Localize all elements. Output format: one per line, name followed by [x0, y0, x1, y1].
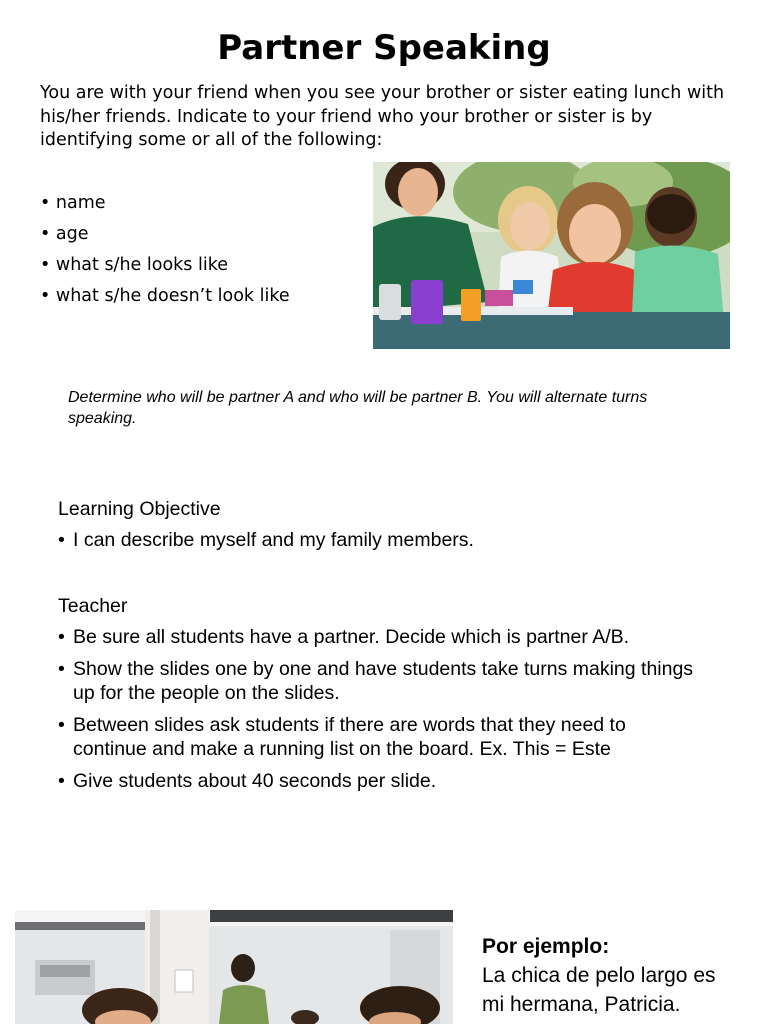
partner-instruction: Determine who will be partner A and who will be partner B. You will alternate turns speaking. [68, 389, 648, 427]
teacher-item: • Between slides ask students if there are words that they need to continue and make a running list on the board. Ex. This = Este [58, 713, 698, 761]
page-title: Partner Speaking [217, 28, 551, 68]
trait-item: • what s/he looks like [40, 250, 360, 281]
intro-paragraph: You are with your friend when you see your brother or sister eating lunch with his/her friends. Indicate to your friend who your brother or sister is by identifying some or all of the following: [40, 83, 725, 150]
example-line: mi hermana, Patricia. [482, 993, 681, 1016]
trait-item: • what s/he doesn’t look like [40, 281, 360, 312]
learning-objective-section [58, 496, 698, 560]
teacher-section [58, 593, 698, 801]
example-heading: Por ejemplo: [482, 935, 610, 958]
teacher-item: • Be sure all students have a partner. Decide which is partner A/B. [58, 625, 698, 649]
learning-objective-heading: Learning Objective [58, 498, 221, 520]
example-line: La chica de pelo largo es [482, 964, 716, 987]
objective-item: • I can describe myself and my family members. [58, 528, 698, 552]
objective-list [58, 528, 698, 552]
teacher-item: • Give students about 40 seconds per slide. [58, 769, 698, 793]
trait-item: • name [40, 188, 360, 219]
teacher-item: • Show the slides one by one and have students take turns making things up for the people on the slides. [58, 657, 698, 705]
lunch-table-photo [373, 162, 730, 349]
teacher-list [58, 625, 698, 793]
trait-list [40, 188, 360, 312]
trait-item: • age [40, 219, 360, 250]
example-block [482, 932, 752, 1019]
teacher-heading: Teacher [58, 595, 128, 617]
cafeteria-photo [15, 910, 453, 1024]
